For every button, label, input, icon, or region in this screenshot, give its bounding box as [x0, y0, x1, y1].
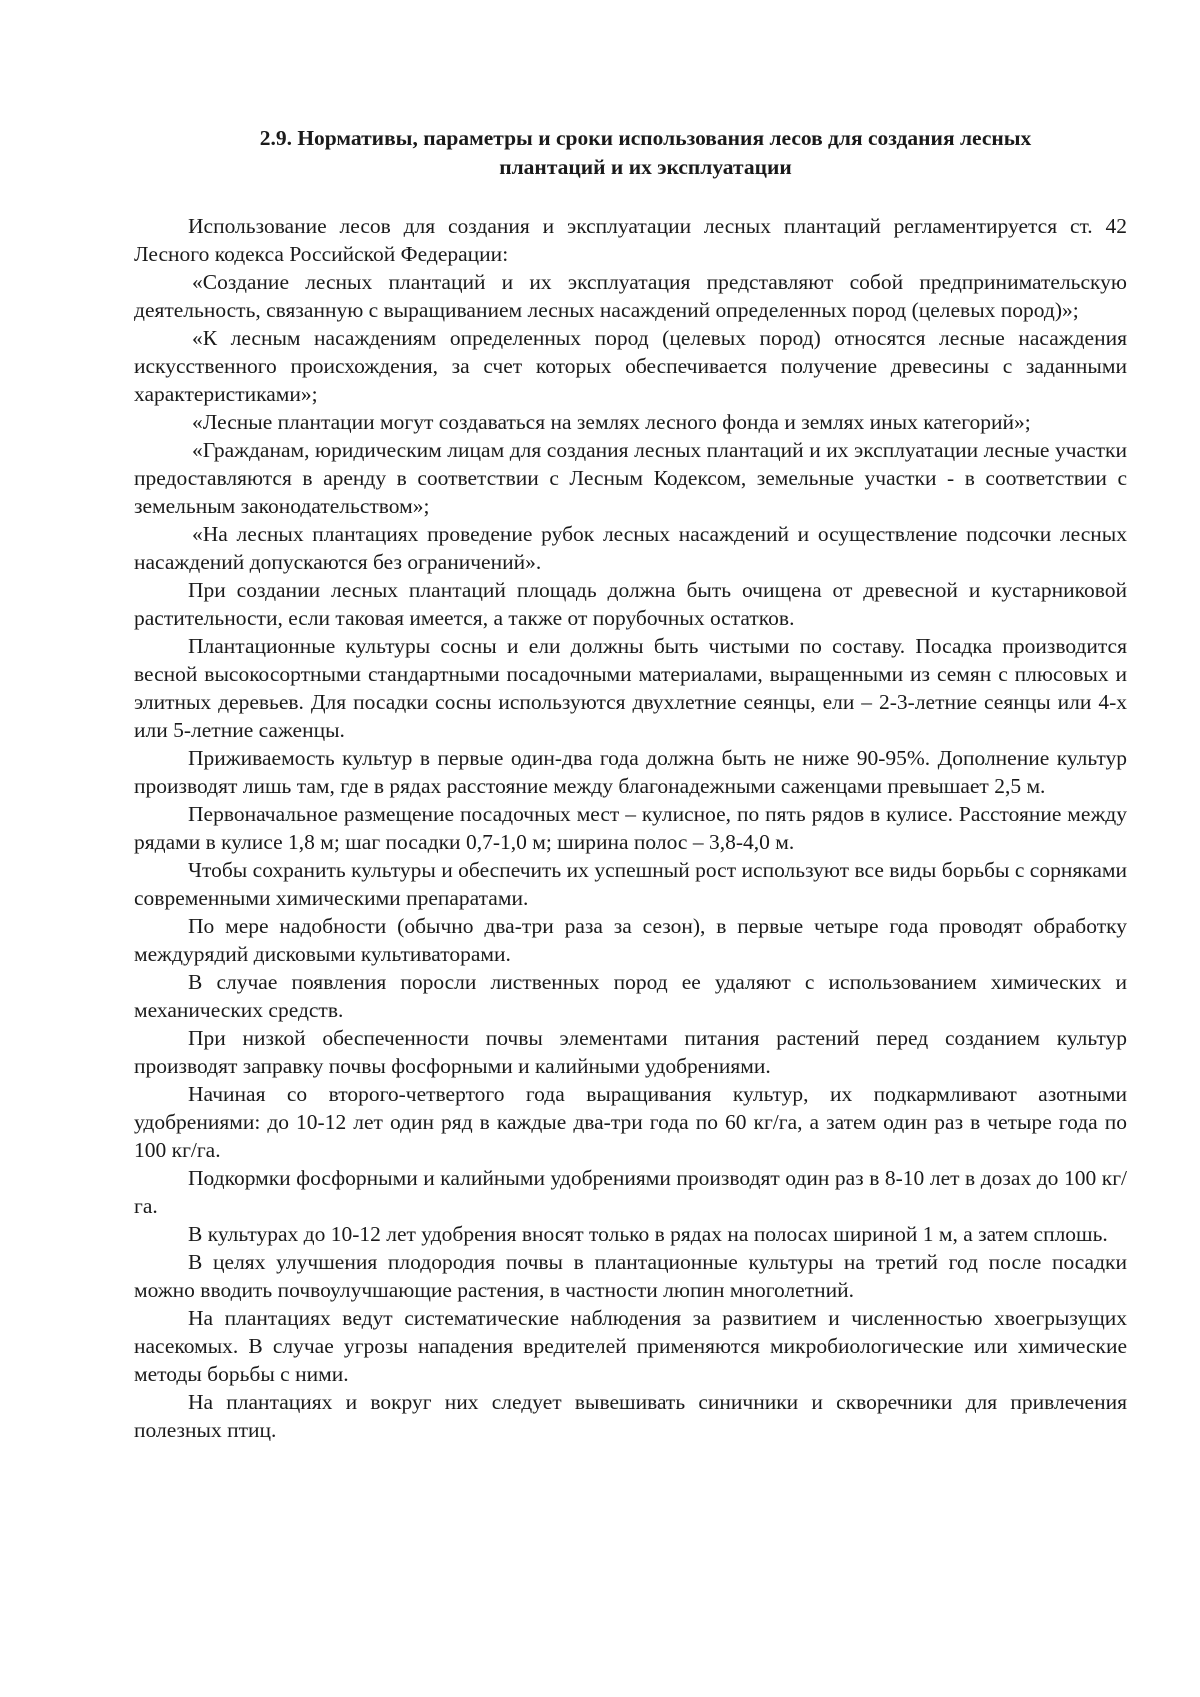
quoted-paragraph: «На лесных плантациях проведение рубок лесных насаждений и осуществление подсочки лесных насаждений допускаются без ограничений». — [134, 522, 1127, 574]
quoted-paragraph: «Гражданам, юридическим лицам для создания лесных плантаций и их эксплуатации лесные участки предоставляются в аренду в соответствии с Лесным Кодексом, земельные участки - в соответствии с земельным законодательством»; — [134, 438, 1127, 518]
paragraph: На плантациях и вокруг них следует вывешивать синичники и скворечники для привлечения полезных птиц. — [134, 1390, 1127, 1442]
paragraph: В культурах до 10-12 лет удобрения вносят только в рядах на полосах шириной 1 м, а затем сплошь. — [188, 1222, 1108, 1246]
paragraph: По мере надобности (обычно два-три раза за сезон), в первые четыре года проводят обработку междурядий дисковыми культиваторами. — [134, 914, 1127, 966]
document-page — [134, 124, 1127, 1444]
quoted-paragraph: «К лесным насаждениям определенных пород (целевых пород) относятся лесные насаждения искусственного происхождения, за счет которых обеспечивается получение древесины с заданными характеристиками»; — [134, 326, 1127, 406]
paragraph: Приживаемость культур в первые один-два года должна быть не ниже 90-95%. Дополнение культур производят лишь там, где в рядах расстояние между благонадежными саженцами превышает 2,5 м. — [134, 746, 1127, 798]
document-body — [134, 212, 1127, 1444]
paragraph: Чтобы сохранить культуры и обеспечить их успешный рост используют все виды борьбы с сорняками современными химическими препаратами. — [134, 858, 1127, 910]
paragraph: При низкой обеспеченности почвы элементами питания растений перед созданием культур производят заправку почвы фосфорными и калийными удобрениями. — [134, 1026, 1127, 1078]
paragraph: Плантационные культуры сосны и ели должны быть чистыми по составу. Посадка производится весной высокосортными стандартными посадочными материалами, выращенными из семян с плюсовых и элитных деревьев. Для посадки сосны используются двухлетние сеянцы, ели – 2-3-летние сеянцы или 4-х или 5-летние саженцы. — [134, 634, 1127, 742]
section-title — [134, 124, 1127, 182]
section-title-line-2: плантаций и их эксплуатации — [499, 155, 792, 179]
paragraph: В случае появления поросли лиственных пород ее удаляют с использованием химических и механических средств. — [134, 970, 1127, 1022]
paragraph: Начиная со второго-четвертого года выращивания культур, их подкармливают азотными удобрениями: до 10-12 лет один ряд в каждые два-три года по 60 кг/га, а затем один раз в четыре года по 100 кг/га. — [134, 1082, 1127, 1162]
section-title-line-1: 2.9. Нормативы, параметры и сроки использования лесов для создания лесных — [259, 126, 1032, 150]
paragraph: В целях улучшения плодородия почвы в плантационные культуры на третий год после посадки можно вводить почвоулучшающие растения, в частности люпин многолетний. — [134, 1250, 1127, 1302]
paragraph: На плантациях ведут систематические наблюдения за развитием и численностью хвоегрызущих насекомых. В случае угрозы нападения вредителей применяются микробиологические или химические методы борьбы с ними. — [134, 1306, 1127, 1386]
paragraph: Использование лесов для создания и эксплуатации лесных плантаций регламентируется ст. 42 Лесного кодекса Российской Федерации: — [134, 214, 1127, 266]
paragraph: Подкормки фосфорными и калийными удобрениями производят один раз в 8-10 лет в дозах до 100 кг/га. — [134, 1166, 1127, 1218]
paragraph: Первоначальное размещение посадочных мест – кулисное, по пять рядов в кулисе. Расстояние между рядами в кулисе 1,8 м; шаг посадки 0,7-1,0 м; ширина полос – 3,8-4,0 м. — [134, 802, 1127, 854]
paragraph: При создании лесных плантаций площадь должна быть очищена от древесной и кустарниковой растительности, если таковая имеется, а также от порубочных остатков. — [134, 578, 1127, 630]
quoted-paragraph: «Лесные плантации могут создаваться на землях лесного фонда и землях иных категорий»; — [192, 410, 1031, 434]
quoted-paragraph: «Создание лесных плантаций и их эксплуатация представляют собой предпринимательскую деятельность, связанную с выращиванием лесных насаждений определенных пород (целевых пород)»; — [134, 270, 1127, 322]
